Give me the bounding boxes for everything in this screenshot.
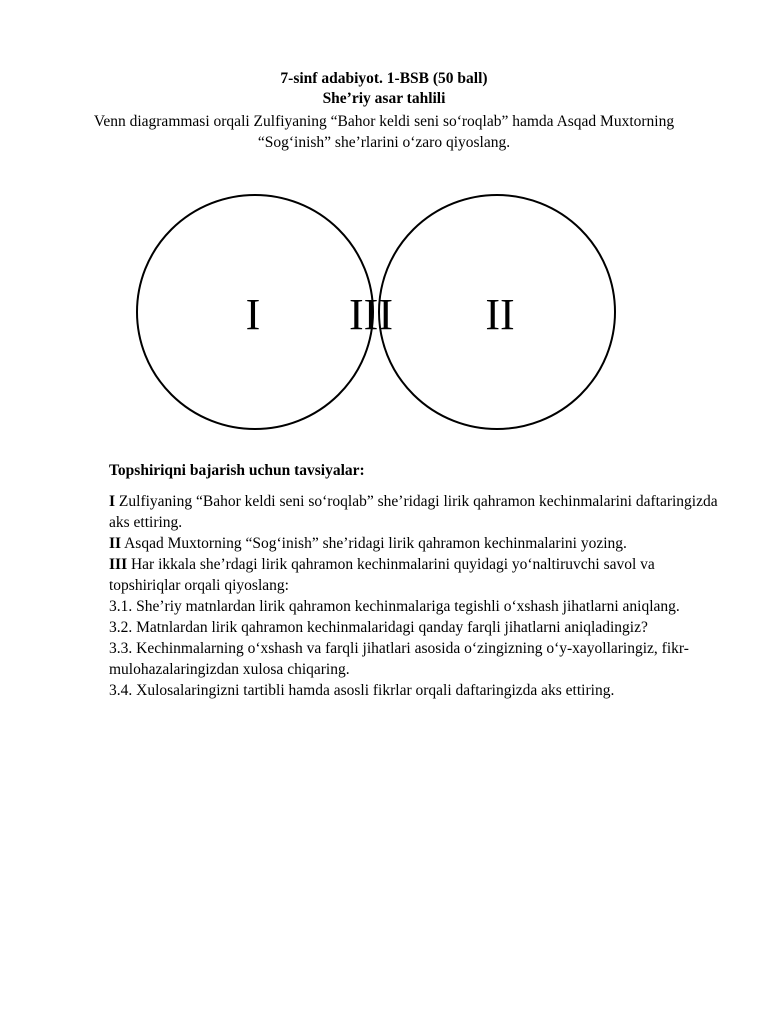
task-item-3 xyxy=(109,554,719,596)
subtask-3-1: 3.1. She’riy matnlardan lirik qahramon kechinmalariga tegishli o‘xshash jihatlarni aniqlang. xyxy=(109,598,680,615)
subtask-3-2: 3.2. Matnlardan lirik qahramon kechinmalaridagi qanday farqli jihatlarni aniqladingiz? xyxy=(109,619,648,636)
intro-text: Venn diagrammasi orqali Zulfiyaning “Bahor keldi seni so‘roqlab” hamda Asqad Muxtorning “Sog‘inish” she’rlarini o‘zaro qiyoslang. xyxy=(93,113,675,151)
document-title: 7-sinf adabiyot. 1-BSB (50 ball) xyxy=(280,70,488,87)
subtask-3-3: 3.3. Kechinmalarning o‘xshash va farqli jihatlari asosida o‘zingizning o‘y-xayollaringiz, fikr-mulohazalaringizdan xulosa chiqaring. xyxy=(109,640,689,678)
venn-diagram xyxy=(130,190,630,440)
task-roman-1: I xyxy=(109,493,116,510)
document-subtitle: She’riy asar tahlili xyxy=(322,90,446,107)
task-roman-2: II xyxy=(109,535,122,552)
task-item-2 xyxy=(109,533,719,554)
venn-label-right: II xyxy=(485,290,515,339)
subtask-3-4: 3.4. Xulosalaringizni tartibli hamda asosli fikrlar orqali daftaringizda aks ettiring. xyxy=(109,682,615,699)
task-item-1 xyxy=(109,491,719,533)
recommendations-section xyxy=(109,460,719,701)
task-roman-3: III xyxy=(109,556,128,573)
document-header xyxy=(0,69,768,153)
recommendations-heading: Topshiriqni bajarish uchun tavsiyalar: xyxy=(109,462,365,479)
task-text-1: Zulfiyaning “Bahor keldi seni so‘roqlab” she’ridagi lirik qahramon kechinmalarini daftaringizda aks ettiring. xyxy=(109,493,718,531)
task-text-3: Har ikkala she’rdagi lirik qahramon kechinmalarini quyidagi yo‘naltiruvchi savol va topshiriqlar orqali qiyoslang: xyxy=(109,556,655,594)
venn-label-left: I xyxy=(245,290,261,339)
task-text-2: Asqad Muxtorning “Sog‘inish” she’ridagi lirik qahramon kechinmalarini yozing. xyxy=(121,535,627,552)
venn-label-center: III xyxy=(349,290,393,339)
